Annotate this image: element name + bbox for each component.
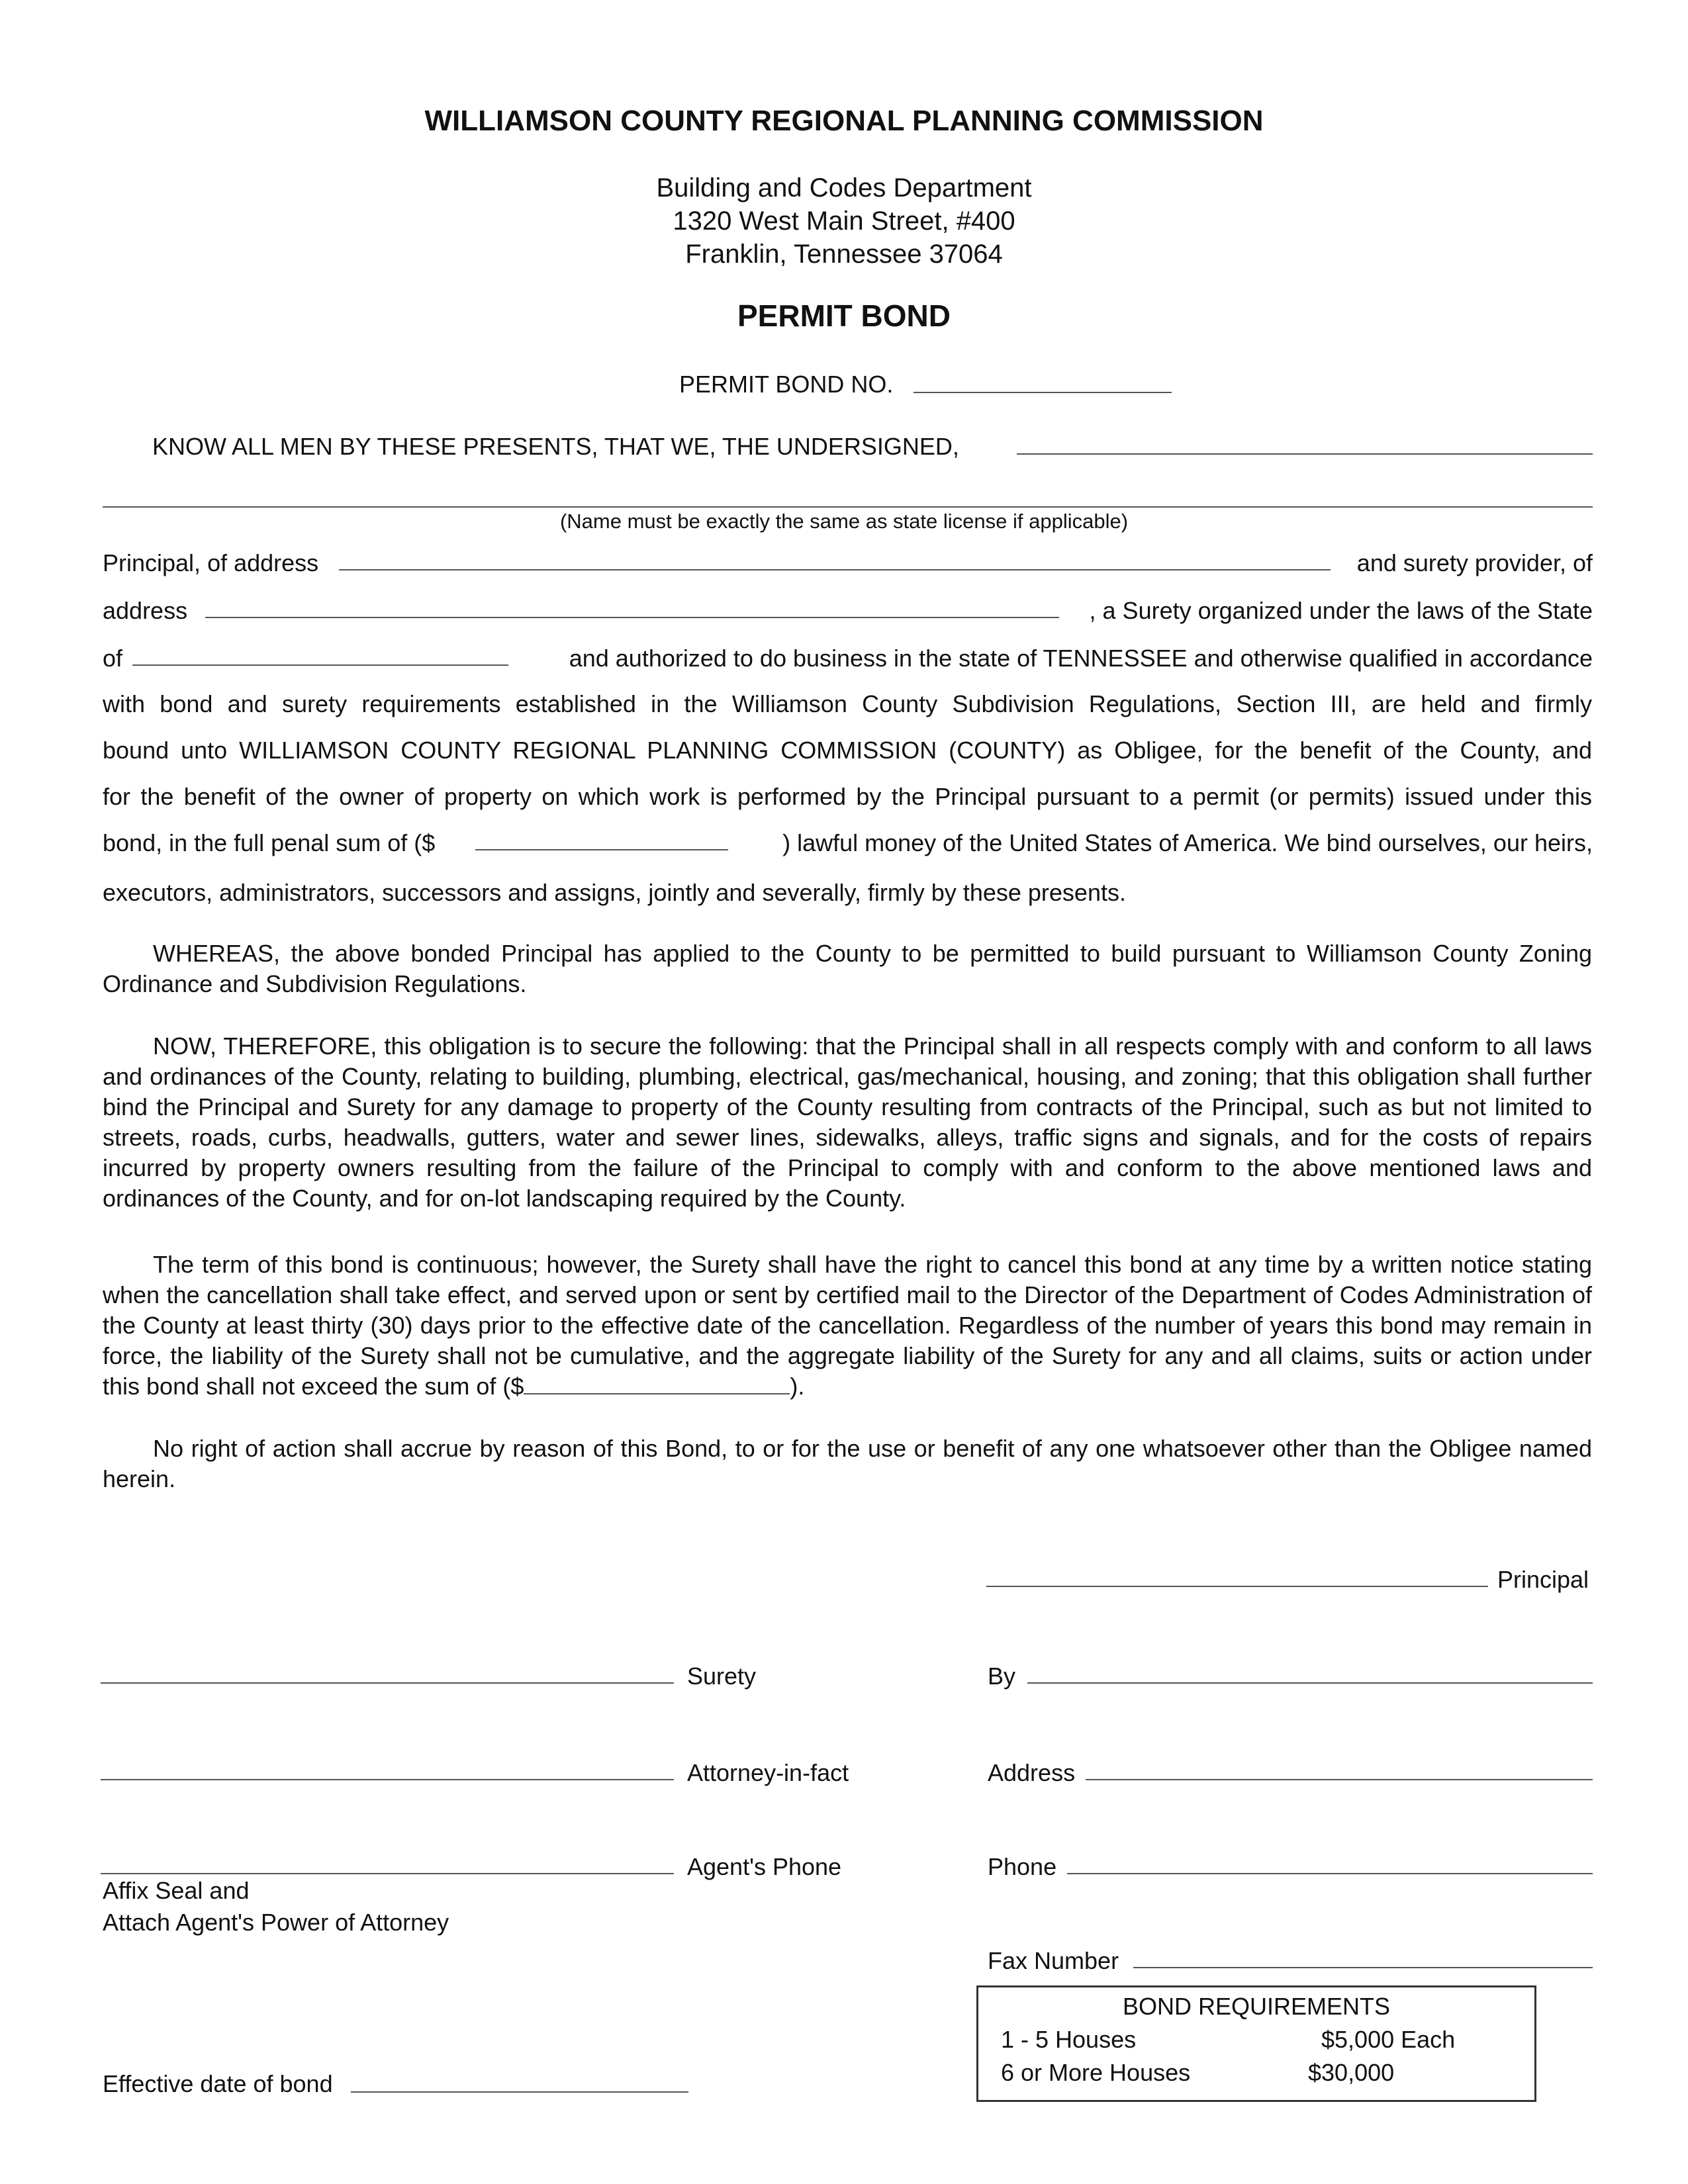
form-title: PERMIT BOND <box>737 298 951 333</box>
agents-phone-field[interactable] <box>101 1873 674 1874</box>
of-state-label: of <box>103 645 123 672</box>
phone-field[interactable] <box>1067 1873 1593 1874</box>
principal-label: Principal <box>1497 1566 1589 1593</box>
lawful-money-text: ) lawful money of the United States of America. We bind ourselves, our heirs, <box>782 829 1593 856</box>
bond-requirements-title: BOND REQUIREMENTS <box>1122 1993 1391 2020</box>
bond-requirements-box <box>976 1985 1536 2102</box>
fax-number-field[interactable] <box>1133 1967 1593 1968</box>
surety-organized-text: , a Surety organized under the laws of the State <box>1089 597 1593 624</box>
surety-signature-field[interactable] <box>101 1682 674 1684</box>
principal-name-field-2[interactable] <box>103 506 1593 508</box>
term-paragraph <box>103 1250 1592 1402</box>
now-therefore-text: NOW, THEREFORE, this obligation is to secure the following: that the Principal shall in all respects comply with and conform to all laws and ordinances of the County, relating to building, plumbing, electrical, gas/mechanical, housing, and zoning; that this obligation shall further bind the Principal and Surety for any damage to property of the County resulting from contracts of the Principal, such as but not limited to streets, roads, curbs, headwalls, gutters, water and sewer lines, sidewalks, alleys, traffic signs and signals, and for the costs of repairs incurred by property owners resulting from the failure of the Principal to comply with and conform to the above mentioned laws and ordinances of the County, and for on-lot landscaping required by the County. <box>103 1032 1592 1212</box>
principal-address-sign-label: Address <box>988 1759 1076 1786</box>
attorney-in-fact-label: Attorney-in-fact <box>687 1759 849 1786</box>
principal-address-label: Principal, of address <box>103 549 319 576</box>
intro-line-6: bound unto WILLIAMSON COUNTY REGIONAL PLANNING COMMISSION (COUNTY) as Obligee, for the benefit of the County, and <box>103 737 1592 764</box>
attorney-in-fact-field[interactable] <box>101 1779 674 1780</box>
commission-title: WILLIAMSON COUNTY REGIONAL PLANNING COMMISSION <box>424 105 1264 137</box>
requirement-label-1: 1 - 5 Houses <box>1001 2026 1137 2053</box>
requirement-amount-1: $5,000 Each <box>1321 2026 1456 2053</box>
city-state-zip: Franklin, Tennessee 37064 <box>685 240 1003 269</box>
penal-sum-label: bond, in the full penal sum of ($ <box>103 829 436 856</box>
requirement-amount-2: $30,000 <box>1308 2059 1395 2086</box>
requirement-label-2: 6 or More Houses <box>1001 2059 1191 2086</box>
fax-number-label: Fax Number <box>988 1947 1119 1974</box>
authorized-text: and authorized to do business in the state of TENNESSEE and otherwise qualified in accordance <box>569 645 1593 672</box>
affix-seal-text: Affix Seal and <box>103 1877 250 1904</box>
effective-date-label: Effective date of bond <box>103 2070 333 2097</box>
department-name: Building and Codes Department <box>656 173 1032 203</box>
term-text: The term of this bond is continuous; however, the Surety shall have the right to cancel this bond at any time by a written notice stating when the cancellation shall take effect, and served upon or sent by certified mail to the Director of the Department of Codes Administration of the County at least thirty (30) days prior to the effective date of the cancellation. Regardless of the number of years this bond may remain in force, the liability of the Surety shall not be cumulative, and the aggregate liability of the Surety for any and all claims, suits or action under this bond shall not exceed the sum of ($ <box>103 1251 1592 1400</box>
intro-line-9: executors, administrators, successors and assigns, jointly and severally, firmly by these presents. <box>103 879 1126 906</box>
principal-address-field[interactable] <box>339 569 1331 570</box>
whereas-text: WHEREAS, the above bonded Principal has applied to the County to be permitted to build pursuant to Williamson County Zoning Ordinance and Subdivision Regulations. <box>103 940 1592 997</box>
attach-power-text: Attach Agent's Power of Attorney <box>103 1909 449 1936</box>
principal-signature-field[interactable] <box>986 1586 1488 1587</box>
principal-address-sign-field[interactable] <box>1086 1779 1593 1780</box>
no-right-text: No right of action shall accrue by reason of this Bond, to or for the use or benefit of any one whatsoever other than the Obligee named herein. <box>103 1435 1592 1492</box>
name-note: (Name must be exactly the same as state license if applicable) <box>559 510 1129 533</box>
whereas-paragraph <box>103 938 1592 999</box>
bond-number-field[interactable] <box>914 392 1172 393</box>
by-signature-field[interactable] <box>1027 1682 1593 1684</box>
know-all-men-text: KNOW ALL MEN BY THESE PRESENTS, THAT WE, THE UNDERSIGNED, <box>152 433 959 460</box>
surety-label: Surety <box>687 1662 757 1690</box>
by-label: By <box>988 1662 1016 1690</box>
surety-address-field[interactable] <box>205 617 1059 618</box>
surety-state-field[interactable] <box>132 664 508 666</box>
agents-phone-label: Agent's Phone <box>687 1853 842 1880</box>
principal-name-field-1[interactable] <box>1017 453 1593 455</box>
term-end-text: ). <box>790 1373 805 1400</box>
now-therefore-paragraph <box>103 1031 1592 1214</box>
intro-line-7: for the benefit of the owner of property on which work is performed by the Principal pursuant to a permit (or permits) issued under this <box>103 783 1592 810</box>
surety-provider-text: and surety provider, of <box>1356 549 1593 576</box>
phone-label: Phone <box>988 1853 1057 1880</box>
penal-sum-field[interactable] <box>475 849 728 850</box>
aggregate-sum-field[interactable] <box>524 1373 790 1394</box>
street-address: 1320 West Main Street, #400 <box>673 206 1015 236</box>
effective-date-field[interactable] <box>351 2091 688 2093</box>
no-right-paragraph <box>103 1433 1592 1494</box>
surety-address-label: address <box>103 597 188 624</box>
intro-line-5: with bond and surety requirements established in the Williamson County Subdivision Regulations, Section III, are held and firmly <box>103 690 1592 717</box>
bond-number-label: PERMIT BOND NO. <box>679 371 894 398</box>
